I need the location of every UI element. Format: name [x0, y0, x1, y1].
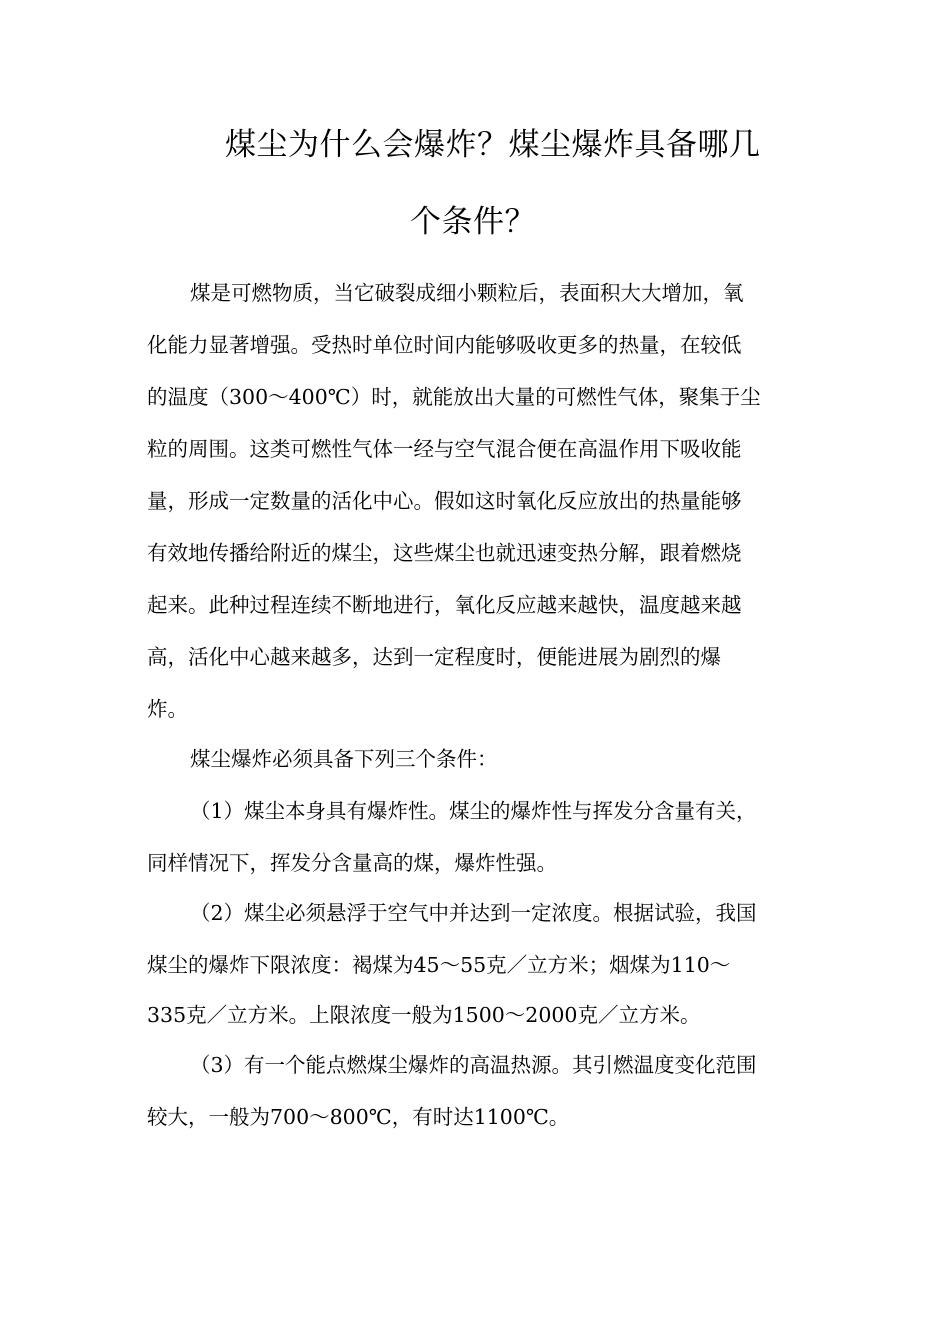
- body-line: 炸。: [147, 697, 188, 721]
- condition-2-line-2: 煤尘的爆炸下限浓度：褐煤为45～55克／立方米；烟煤为110～: [147, 953, 731, 977]
- body-line: 煤是可燃物质，当它破裂成细小颗粒后，表面积大大增加，氧: [190, 281, 744, 305]
- conditions-intro: 煤尘爆炸必须具备下列三个条件：: [190, 747, 498, 771]
- condition-1-line-2: 同样情况下，挥发分含量高的煤，爆炸性强。: [147, 851, 557, 875]
- body-line: 化能力显著增强。受热时单位时间内能够吸收更多的热量，在较低: [147, 333, 742, 357]
- document-title-line-1: 煤尘为什么会爆炸？煤尘爆炸具备哪几: [225, 127, 761, 163]
- condition-3-line-1: （3）有一个能点燃煤尘爆炸的高温热源。其引燃温度变化范围: [190, 1053, 757, 1077]
- body-line: 的温度（300～400℃）时，就能放出大量的可燃性气体，聚集于尘: [147, 385, 761, 409]
- body-line: 高，活化中心越来越多，达到一定程度时，便能进展为剧烈的爆: [147, 645, 721, 669]
- body-line: 粒的周围。这类可燃性气体一经与空气混合便在高温作用下吸收能: [147, 437, 742, 461]
- body-line: 起来。此种过程连续不断地进行，氧化反应越来越快，温度越来越: [147, 593, 742, 617]
- condition-2-line-1: （2）煤尘必须悬浮于空气中并达到一定浓度。根据试验，我国: [190, 901, 757, 925]
- body-line: 有效地传播给附近的煤尘，这些煤尘也就迅速变热分解，跟着燃烧: [147, 541, 742, 565]
- condition-3-line-2: 较大，一般为700～800℃，有时达1100℃。: [147, 1105, 570, 1129]
- body-line: 量，形成一定数量的活化中心。假如这时氧化反应放出的热量能够: [147, 489, 742, 513]
- condition-1-line-1: （1）煤尘本身具有爆炸性。煤尘的爆炸性与挥发分含量有关，: [190, 799, 757, 823]
- condition-2-line-3: 335克／立方米。上限浓度一般为1500～2000克／立方米。: [147, 1003, 701, 1027]
- document-title-line-2: 个条件？: [410, 204, 536, 240]
